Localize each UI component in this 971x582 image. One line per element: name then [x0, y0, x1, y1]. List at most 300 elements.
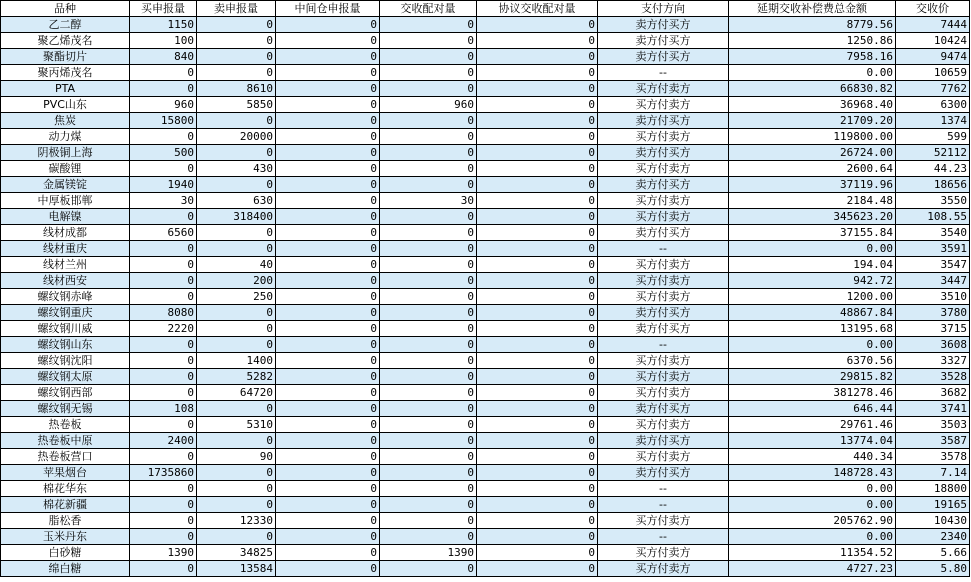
- cell-agreement-matched: 0: [477, 209, 598, 225]
- cell-agreement-matched: 0: [477, 273, 598, 289]
- cell-compensation-total: 66830.82: [729, 81, 896, 97]
- cell-buy-declared: 6560: [130, 225, 197, 241]
- cell-payment-direction: 卖方付买方: [598, 433, 729, 449]
- table-row: [1, 145, 970, 161]
- cell-intermediate-declared: 0: [276, 273, 380, 289]
- cell-agreement-matched: 0: [477, 161, 598, 177]
- cell-payment-direction: --: [598, 481, 729, 497]
- cell-agreement-matched: 0: [477, 145, 598, 161]
- table-row: [1, 209, 970, 225]
- cell-product: 中厚板邯郸: [1, 193, 130, 209]
- cell-compensation-total: 0.00: [729, 481, 896, 497]
- cell-compensation-total: 29761.46: [729, 417, 896, 433]
- table-row: [1, 273, 970, 289]
- cell-intermediate-declared: 0: [276, 353, 380, 369]
- cell-product: 螺纹钢川威: [1, 321, 130, 337]
- cell-compensation-total: 37119.96: [729, 177, 896, 193]
- cell-buy-declared: 8080: [130, 305, 197, 321]
- cell-sell-declared: 318400: [197, 209, 276, 225]
- cell-delivery-price: 108.55: [896, 209, 970, 225]
- cell-delivery-price: 3510: [896, 289, 970, 305]
- table-row: [1, 289, 970, 305]
- table-row: [1, 81, 970, 97]
- cell-compensation-total: 2600.64: [729, 161, 896, 177]
- header-intermediate-declared: 中间仓申报量: [276, 1, 380, 17]
- cell-product: 电解镍: [1, 209, 130, 225]
- cell-buy-declared: 0: [130, 337, 197, 353]
- table-row: [1, 97, 970, 113]
- cell-buy-declared: 0: [130, 481, 197, 497]
- cell-product: 碳酸锂: [1, 161, 130, 177]
- cell-payment-direction: 买方付卖方: [598, 385, 729, 401]
- cell-sell-declared: 430: [197, 161, 276, 177]
- table-row: [1, 113, 970, 129]
- cell-buy-declared: 15800: [130, 113, 197, 129]
- cell-intermediate-declared: 0: [276, 497, 380, 513]
- cell-compensation-total: 345623.20: [729, 209, 896, 225]
- cell-sell-declared: 13584: [197, 561, 276, 577]
- cell-delivery-price: 18656: [896, 177, 970, 193]
- cell-sell-declared: 0: [197, 465, 276, 481]
- cell-payment-direction: 买方付卖方: [598, 353, 729, 369]
- cell-product: PTA: [1, 81, 130, 97]
- cell-payment-direction: 买方付卖方: [598, 81, 729, 97]
- cell-matched: 0: [380, 433, 477, 449]
- cell-product: 热卷板营口: [1, 449, 130, 465]
- table-row: [1, 529, 970, 545]
- cell-compensation-total: 7958.16: [729, 49, 896, 65]
- cell-delivery-price: 9474: [896, 49, 970, 65]
- cell-compensation-total: 942.72: [729, 273, 896, 289]
- cell-agreement-matched: 0: [477, 417, 598, 433]
- cell-sell-declared: 0: [197, 145, 276, 161]
- cell-compensation-total: 205762.90: [729, 513, 896, 529]
- cell-matched: 0: [380, 17, 477, 33]
- cell-matched: 0: [380, 497, 477, 513]
- cell-intermediate-declared: 0: [276, 449, 380, 465]
- cell-sell-declared: 630: [197, 193, 276, 209]
- cell-compensation-total: 119800.00: [729, 129, 896, 145]
- cell-agreement-matched: 0: [477, 65, 598, 81]
- table-row: [1, 513, 970, 529]
- cell-intermediate-declared: 0: [276, 529, 380, 545]
- cell-delivery-price: 3327: [896, 353, 970, 369]
- cell-agreement-matched: 0: [477, 97, 598, 113]
- cell-matched: 0: [380, 241, 477, 257]
- cell-agreement-matched: 0: [477, 321, 598, 337]
- cell-compensation-total: 29815.82: [729, 369, 896, 385]
- cell-sell-declared: 64720: [197, 385, 276, 401]
- cell-buy-declared: 0: [130, 561, 197, 577]
- cell-intermediate-declared: 0: [276, 113, 380, 129]
- cell-sell-declared: 34825: [197, 545, 276, 561]
- cell-compensation-total: 13195.68: [729, 321, 896, 337]
- cell-matched: 0: [380, 481, 477, 497]
- cell-buy-declared: 0: [130, 417, 197, 433]
- cell-buy-declared: 0: [130, 497, 197, 513]
- cell-delivery-price: 7.14: [896, 465, 970, 481]
- table-row: [1, 433, 970, 449]
- cell-buy-declared: 0: [130, 257, 197, 273]
- table-row: [1, 481, 970, 497]
- cell-agreement-matched: 0: [477, 561, 598, 577]
- header-sell-declared: 卖申报量: [197, 1, 276, 17]
- cell-buy-declared: 1735860: [130, 465, 197, 481]
- cell-sell-declared: 5310: [197, 417, 276, 433]
- cell-agreement-matched: 0: [477, 225, 598, 241]
- table-row: [1, 257, 970, 273]
- cell-intermediate-declared: 0: [276, 17, 380, 33]
- table-row: [1, 225, 970, 241]
- cell-matched: 0: [380, 353, 477, 369]
- cell-compensation-total: 1200.00: [729, 289, 896, 305]
- cell-buy-declared: 0: [130, 161, 197, 177]
- cell-product: 玉米丹东: [1, 529, 130, 545]
- cell-delivery-price: 3540: [896, 225, 970, 241]
- cell-compensation-total: 0.00: [729, 497, 896, 513]
- cell-payment-direction: 卖方付买方: [598, 145, 729, 161]
- cell-intermediate-declared: 0: [276, 289, 380, 305]
- cell-agreement-matched: 0: [477, 113, 598, 129]
- header-product: 品种: [1, 1, 130, 17]
- cell-matched: 30: [380, 193, 477, 209]
- cell-matched: 0: [380, 449, 477, 465]
- cell-product: 螺纹钢无锡: [1, 401, 130, 417]
- cell-product: 焦炭: [1, 113, 130, 129]
- header-agreement-matched: 协议交收配对量: [477, 1, 598, 17]
- cell-product: 聚酯切片: [1, 49, 130, 65]
- cell-payment-direction: 买方付卖方: [598, 257, 729, 273]
- cell-product: 棉花新疆: [1, 497, 130, 513]
- cell-sell-declared: 0: [197, 33, 276, 49]
- cell-buy-declared: 0: [130, 449, 197, 465]
- cell-sell-declared: 0: [197, 497, 276, 513]
- cell-buy-declared: 0: [130, 209, 197, 225]
- cell-buy-declared: 0: [130, 273, 197, 289]
- cell-product: 白砂糖: [1, 545, 130, 561]
- cell-intermediate-declared: 0: [276, 513, 380, 529]
- table-row: [1, 465, 970, 481]
- cell-agreement-matched: 0: [477, 81, 598, 97]
- cell-agreement-matched: 0: [477, 337, 598, 353]
- cell-product: PVC山东: [1, 97, 130, 113]
- header-delivery-price: 交收价: [896, 1, 970, 17]
- cell-intermediate-declared: 0: [276, 401, 380, 417]
- cell-matched: 0: [380, 65, 477, 81]
- cell-agreement-matched: 0: [477, 49, 598, 65]
- cell-intermediate-declared: 0: [276, 225, 380, 241]
- cell-product: 苹果烟台: [1, 465, 130, 481]
- cell-agreement-matched: 0: [477, 433, 598, 449]
- cell-sell-declared: 90: [197, 449, 276, 465]
- cell-product: 螺纹钢重庆: [1, 305, 130, 321]
- cell-sell-declared: 0: [197, 337, 276, 353]
- cell-matched: 0: [380, 289, 477, 305]
- table-row: [1, 321, 970, 337]
- cell-matched: 0: [380, 145, 477, 161]
- cell-sell-declared: 0: [197, 241, 276, 257]
- table-row: [1, 129, 970, 145]
- cell-agreement-matched: 0: [477, 385, 598, 401]
- cell-matched: 0: [380, 385, 477, 401]
- cell-payment-direction: 买方付卖方: [598, 513, 729, 529]
- cell-intermediate-declared: 0: [276, 129, 380, 145]
- cell-agreement-matched: 0: [477, 17, 598, 33]
- cell-buy-declared: 0: [130, 289, 197, 305]
- cell-sell-declared: 250: [197, 289, 276, 305]
- header-compensation-total: 延期交收补偿费总金额: [729, 1, 896, 17]
- cell-product: 螺纹钢山东: [1, 337, 130, 353]
- cell-sell-declared: 0: [197, 225, 276, 241]
- cell-agreement-matched: 0: [477, 449, 598, 465]
- cell-buy-declared: 0: [130, 241, 197, 257]
- cell-matched: 0: [380, 257, 477, 273]
- cell-sell-declared: 40: [197, 257, 276, 273]
- cell-intermediate-declared: 0: [276, 49, 380, 65]
- cell-product: 热卷板: [1, 417, 130, 433]
- cell-intermediate-declared: 0: [276, 337, 380, 353]
- cell-payment-direction: 卖方付买方: [598, 401, 729, 417]
- cell-delivery-price: 10659: [896, 65, 970, 81]
- table-row: [1, 305, 970, 321]
- cell-payment-direction: 卖方付买方: [598, 305, 729, 321]
- cell-matched: 0: [380, 561, 477, 577]
- cell-product: 螺纹钢西部: [1, 385, 130, 401]
- cell-delivery-price: 52112: [896, 145, 970, 161]
- cell-payment-direction: 买方付卖方: [598, 369, 729, 385]
- cell-agreement-matched: 0: [477, 241, 598, 257]
- table-row: [1, 401, 970, 417]
- cell-product: 螺纹钢太原: [1, 369, 130, 385]
- cell-intermediate-declared: 0: [276, 417, 380, 433]
- cell-sell-declared: 20000: [197, 129, 276, 145]
- cell-matched: 0: [380, 401, 477, 417]
- cell-compensation-total: 13774.04: [729, 433, 896, 449]
- cell-buy-declared: 0: [130, 385, 197, 401]
- cell-sell-declared: 5282: [197, 369, 276, 385]
- cell-sell-declared: 8610: [197, 81, 276, 97]
- cell-buy-declared: 960: [130, 97, 197, 113]
- cell-matched: 0: [380, 369, 477, 385]
- table-row: [1, 65, 970, 81]
- cell-delivery-price: 18800: [896, 481, 970, 497]
- cell-product: 线材西安: [1, 273, 130, 289]
- cell-compensation-total: 0.00: [729, 241, 896, 257]
- cell-compensation-total: 8779.56: [729, 17, 896, 33]
- cell-matched: 1390: [380, 545, 477, 561]
- cell-compensation-total: 36968.40: [729, 97, 896, 113]
- cell-matched: 0: [380, 465, 477, 481]
- cell-payment-direction: 买方付卖方: [598, 129, 729, 145]
- cell-payment-direction: --: [598, 65, 729, 81]
- cell-sell-declared: 200: [197, 273, 276, 289]
- cell-intermediate-declared: 0: [276, 145, 380, 161]
- cell-intermediate-declared: 0: [276, 177, 380, 193]
- cell-payment-direction: 买方付卖方: [598, 449, 729, 465]
- table-row: [1, 561, 970, 577]
- cell-intermediate-declared: 0: [276, 65, 380, 81]
- cell-sell-declared: 12330: [197, 513, 276, 529]
- cell-compensation-total: 37155.84: [729, 225, 896, 241]
- cell-compensation-total: 26724.00: [729, 145, 896, 161]
- cell-buy-declared: 0: [130, 81, 197, 97]
- cell-payment-direction: 买方付卖方: [598, 417, 729, 433]
- cell-payment-direction: 买方付卖方: [598, 545, 729, 561]
- table-row: [1, 177, 970, 193]
- table-row: [1, 161, 970, 177]
- cell-payment-direction: 买方付卖方: [598, 273, 729, 289]
- cell-sell-declared: 5850: [197, 97, 276, 113]
- cell-agreement-matched: 0: [477, 545, 598, 561]
- cell-payment-direction: 买方付卖方: [598, 209, 729, 225]
- cell-buy-declared: 1390: [130, 545, 197, 561]
- cell-compensation-total: 6370.56: [729, 353, 896, 369]
- table-row: [1, 353, 970, 369]
- cell-intermediate-declared: 0: [276, 241, 380, 257]
- cell-matched: 0: [380, 225, 477, 241]
- cell-agreement-matched: 0: [477, 401, 598, 417]
- table-row: [1, 497, 970, 513]
- cell-buy-declared: 108: [130, 401, 197, 417]
- cell-sell-declared: 0: [197, 113, 276, 129]
- cell-product: 聚乙烯茂名: [1, 33, 130, 49]
- cell-agreement-matched: 0: [477, 513, 598, 529]
- cell-product: 金属镁锭: [1, 177, 130, 193]
- cell-product: 螺纹钢赤峰: [1, 289, 130, 305]
- cell-product: 绵白糖: [1, 561, 130, 577]
- cell-buy-declared: 1150: [130, 17, 197, 33]
- cell-sell-declared: 0: [197, 481, 276, 497]
- header-buy-declared: 买申报量: [130, 1, 197, 17]
- table-row: [1, 369, 970, 385]
- cell-payment-direction: 卖方付买方: [598, 49, 729, 65]
- cell-buy-declared: 500: [130, 145, 197, 161]
- cell-intermediate-declared: 0: [276, 385, 380, 401]
- cell-delivery-price: 10424: [896, 33, 970, 49]
- cell-intermediate-declared: 0: [276, 481, 380, 497]
- cell-compensation-total: 0.00: [729, 65, 896, 81]
- cell-compensation-total: 0.00: [729, 337, 896, 353]
- cell-buy-declared: 2400: [130, 433, 197, 449]
- cell-intermediate-declared: 0: [276, 81, 380, 97]
- cell-intermediate-declared: 0: [276, 465, 380, 481]
- cell-payment-direction: 买方付卖方: [598, 193, 729, 209]
- cell-buy-declared: 100: [130, 33, 197, 49]
- cell-matched: 0: [380, 113, 477, 129]
- cell-delivery-price: 3715: [896, 321, 970, 337]
- cell-sell-declared: 0: [197, 529, 276, 545]
- cell-payment-direction: 买方付卖方: [598, 561, 729, 577]
- cell-payment-direction: 卖方付买方: [598, 33, 729, 49]
- cell-buy-declared: 0: [130, 353, 197, 369]
- cell-delivery-price: 3547: [896, 257, 970, 273]
- table-row: [1, 337, 970, 353]
- cell-intermediate-declared: 0: [276, 545, 380, 561]
- cell-delivery-price: 44.23: [896, 161, 970, 177]
- cell-intermediate-declared: 0: [276, 33, 380, 49]
- table-row: [1, 193, 970, 209]
- cell-product: 热卷板中原: [1, 433, 130, 449]
- cell-agreement-matched: 0: [477, 177, 598, 193]
- cell-sell-declared: 0: [197, 401, 276, 417]
- cell-intermediate-declared: 0: [276, 97, 380, 113]
- cell-matched: 0: [380, 209, 477, 225]
- cell-payment-direction: 卖方付买方: [598, 465, 729, 481]
- cell-product: 螺纹钢沈阳: [1, 353, 130, 369]
- cell-compensation-total: 1250.86: [729, 33, 896, 49]
- cell-matched: 0: [380, 49, 477, 65]
- cell-buy-declared: 0: [130, 369, 197, 385]
- cell-payment-direction: 卖方付买方: [598, 17, 729, 33]
- cell-matched: 0: [380, 337, 477, 353]
- table-row: [1, 417, 970, 433]
- cell-buy-declared: 2220: [130, 321, 197, 337]
- cell-matched: 960: [380, 97, 477, 113]
- cell-intermediate-declared: 0: [276, 369, 380, 385]
- cell-intermediate-declared: 0: [276, 193, 380, 209]
- cell-product: 线材兰州: [1, 257, 130, 273]
- cell-sell-declared: 0: [197, 433, 276, 449]
- cell-delivery-price: 5.80: [896, 561, 970, 577]
- cell-buy-declared: 0: [130, 513, 197, 529]
- cell-delivery-price: 10430: [896, 513, 970, 529]
- cell-compensation-total: 381278.46: [729, 385, 896, 401]
- cell-agreement-matched: 0: [477, 257, 598, 273]
- cell-delivery-price: 599: [896, 129, 970, 145]
- cell-payment-direction: 卖方付买方: [598, 321, 729, 337]
- header-row: [1, 1, 970, 17]
- table-row: [1, 449, 970, 465]
- cell-intermediate-declared: 0: [276, 305, 380, 321]
- cell-sell-declared: 0: [197, 65, 276, 81]
- cell-sell-declared: 0: [197, 177, 276, 193]
- cell-sell-declared: 0: [197, 305, 276, 321]
- cell-buy-declared: 840: [130, 49, 197, 65]
- cell-buy-declared: 30: [130, 193, 197, 209]
- cell-compensation-total: 194.04: [729, 257, 896, 273]
- cell-payment-direction: --: [598, 497, 729, 513]
- cell-buy-declared: 0: [130, 529, 197, 545]
- table-row: [1, 545, 970, 561]
- cell-product: 线材重庆: [1, 241, 130, 257]
- cell-payment-direction: 卖方付买方: [598, 225, 729, 241]
- cell-agreement-matched: 0: [477, 193, 598, 209]
- cell-intermediate-declared: 0: [276, 257, 380, 273]
- cell-sell-declared: 0: [197, 49, 276, 65]
- cell-intermediate-declared: 0: [276, 209, 380, 225]
- cell-matched: 0: [380, 81, 477, 97]
- table-row: [1, 241, 970, 257]
- cell-matched: 0: [380, 273, 477, 289]
- cell-intermediate-declared: 0: [276, 561, 380, 577]
- cell-delivery-price: 3682: [896, 385, 970, 401]
- cell-matched: 0: [380, 33, 477, 49]
- cell-delivery-price: 7444: [896, 17, 970, 33]
- cell-agreement-matched: 0: [477, 497, 598, 513]
- cell-buy-declared: 1940: [130, 177, 197, 193]
- cell-product: 线材成都: [1, 225, 130, 241]
- cell-compensation-total: 2184.48: [729, 193, 896, 209]
- cell-intermediate-declared: 0: [276, 161, 380, 177]
- cell-delivery-price: 3741: [896, 401, 970, 417]
- cell-delivery-price: 3447: [896, 273, 970, 289]
- cell-product: 聚丙烯茂名: [1, 65, 130, 81]
- cell-compensation-total: 21709.20: [729, 113, 896, 129]
- cell-matched: 0: [380, 305, 477, 321]
- cell-delivery-price: 19165: [896, 497, 970, 513]
- cell-payment-direction: --: [598, 529, 729, 545]
- cell-payment-direction: 买方付卖方: [598, 289, 729, 305]
